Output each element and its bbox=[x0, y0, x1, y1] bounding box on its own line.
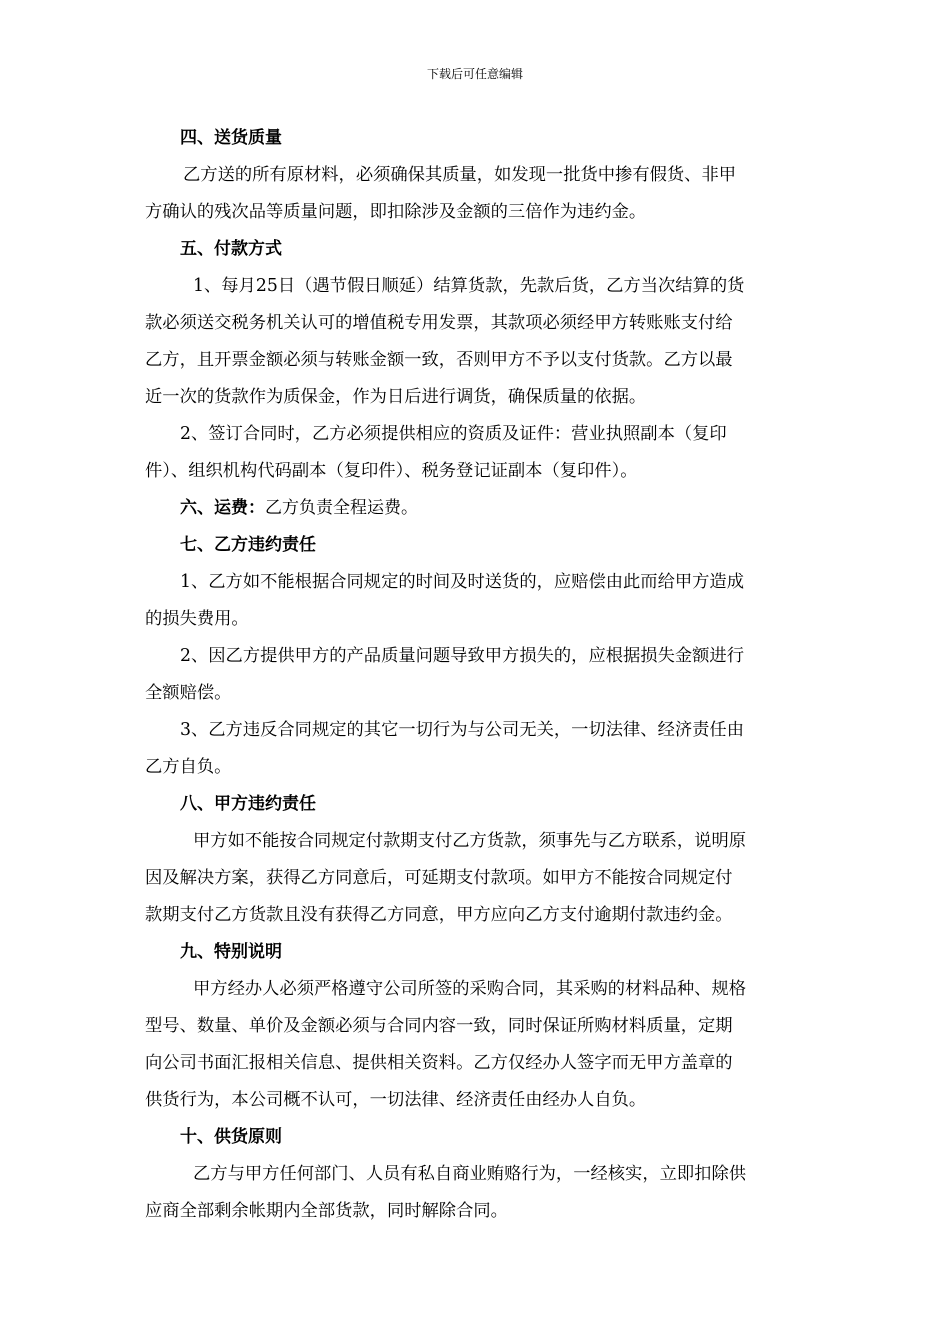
section-heading: 四、送货质量 bbox=[180, 128, 282, 148]
section-heading: 五、付款方式 bbox=[180, 239, 282, 259]
paragraph-line: 甲方经办人必须严格遵守公司所签的采购合同，其采购的材料品种、规格 bbox=[193, 979, 747, 999]
paragraph-line: 乙方送的所有原材料，必须确保其质量，如发现一批货中掺有假货、非甲 bbox=[183, 165, 737, 185]
paragraph-line: 型号、数量、单价及金额必须与合同内容一致，同时保证所购材料质量，定期 bbox=[145, 1016, 733, 1036]
paragraph-line: 2、因乙方提供甲方的产品质量问题导致甲方损失的，应根据损失金额进行 bbox=[180, 646, 744, 666]
section-heading: 九、特别说明 bbox=[180, 942, 282, 962]
paragraph-line: 近一次的货款作为质保金，作为日后进行调货，确保质量的依据。 bbox=[145, 387, 647, 407]
paragraph-line: 1、乙方如不能根据合同规定的时间及时送货的，应赔偿由此而给甲方造成 bbox=[180, 572, 744, 592]
page-header: 下载后可任意编辑 bbox=[426, 67, 523, 81]
paragraph-line: 款必须送交税务机关认可的增值税专用发票，其款项必须经甲方转账账支付给 bbox=[145, 313, 733, 333]
paragraph-line: 1、每月25日（遇节假日顺延）结算货款，先款后货，乙方当次结算的货 bbox=[193, 276, 745, 296]
section-heading: 八、甲方违约责任 bbox=[180, 794, 316, 814]
paragraph-line: 供货行为，本公司概不认可，一切法律、经济责任由经办人自负。 bbox=[145, 1090, 647, 1110]
paragraph-line: 方确认的残次品等质量问题，即扣除涉及金额的三倍作为违约金。 bbox=[145, 202, 647, 222]
section-heading: 七、乙方违约责任 bbox=[180, 535, 316, 555]
section-heading-label: 六、运费： bbox=[180, 498, 265, 518]
section-inline-text: 乙方负责全程运费。 bbox=[265, 498, 418, 518]
paragraph-line: 甲方如不能按合同规定付款期支付乙方货款，须事先与乙方联系，说明原 bbox=[193, 831, 747, 851]
paragraph-line: 应商全部剩余帐期内全部货款，同时解除合同。 bbox=[145, 1201, 508, 1221]
paragraph-line: 全额赔偿。 bbox=[145, 683, 232, 703]
document-body bbox=[145, 120, 810, 1230]
paragraph-line: 2、签订合同时，乙方必须提供相应的资质及证件：营业执照副本（复印 bbox=[180, 424, 727, 444]
paragraph-line: 的损失费用。 bbox=[145, 609, 249, 629]
paragraph-line: 乙方自负。 bbox=[145, 757, 232, 777]
paragraph-line: 向公司书面汇报相关信息、提供相关资料。乙方仅经办人签字而无甲方盖章的 bbox=[145, 1053, 733, 1073]
paragraph-line: 乙方与甲方任何部门、人员有私自商业贿赂行为，一经核实，立即扣除供 bbox=[193, 1164, 747, 1184]
paragraph-line: 乙方，且开票金额必须与转账金额一致，否则甲方不予以支付货款。乙方以最 bbox=[145, 350, 733, 370]
paragraph-line: 件）、组织机构代码副本（复印件）、税务登记证副本（复印件）。 bbox=[145, 461, 638, 481]
paragraph-line: 因及解决方案，获得乙方同意后，可延期支付款项。如甲方不能按合同规定付 bbox=[145, 868, 733, 888]
paragraph-line: 3、乙方违反合同规定的其它一切行为与公司无关，一切法律、经济责任由 bbox=[180, 720, 744, 740]
section-heading-inline bbox=[145, 490, 810, 527]
section-heading: 十、供货原则 bbox=[180, 1127, 282, 1147]
paragraph-line: 款期支付乙方货款且没有获得乙方同意，甲方应向乙方支付逾期付款违约金。 bbox=[145, 905, 733, 925]
